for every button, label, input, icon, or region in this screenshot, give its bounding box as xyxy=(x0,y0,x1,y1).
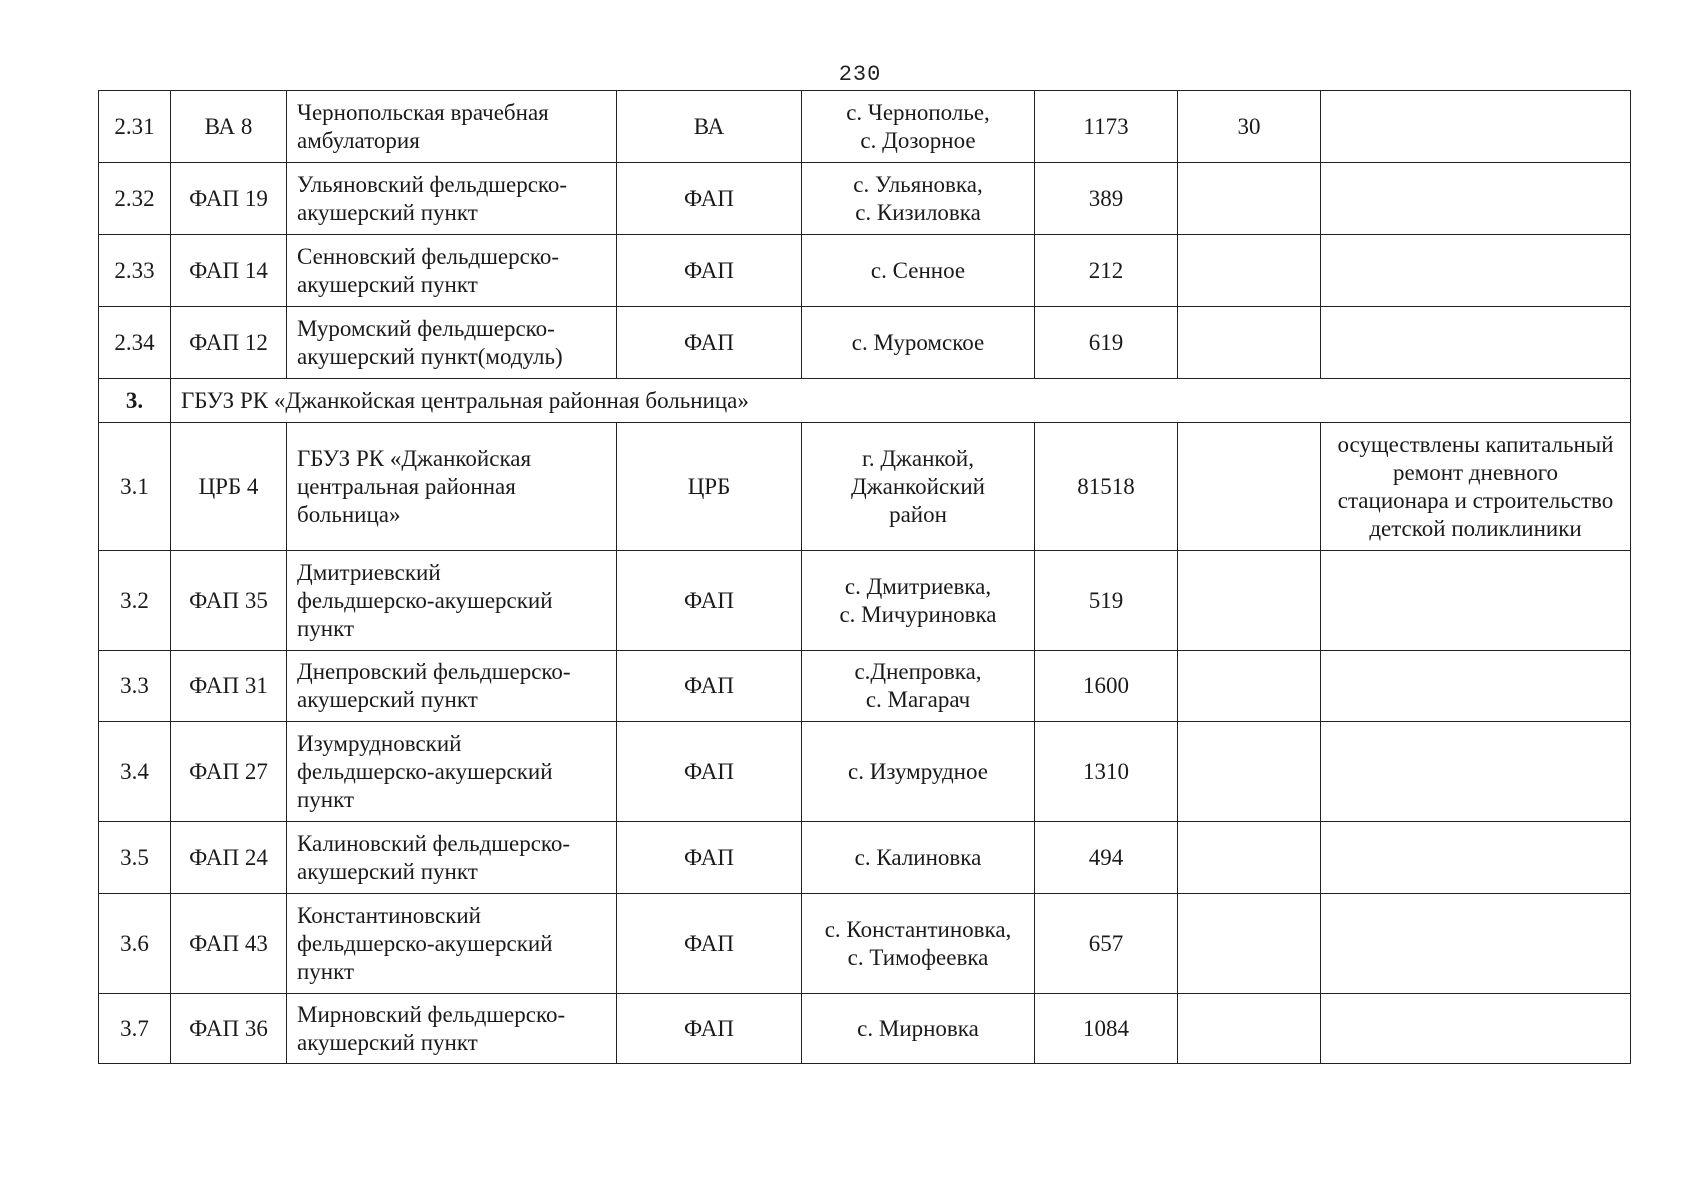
population: 81518 xyxy=(1035,423,1178,551)
population: 1084 xyxy=(1035,994,1178,1064)
population: 212 xyxy=(1035,235,1178,307)
facility-type: ЦРБ xyxy=(617,423,802,551)
facility-type: ФАП xyxy=(617,551,802,651)
note xyxy=(1321,994,1631,1064)
note xyxy=(1321,822,1631,894)
beds xyxy=(1178,235,1321,307)
facility-code: ЦРБ 4 xyxy=(171,423,287,551)
table-row xyxy=(99,994,1631,1064)
facility-code: ФАП 35 xyxy=(171,551,287,651)
facility-name: Изумрудновский фельдшерско-акушерский пункт xyxy=(287,722,617,822)
facility-name: Константиновский фельдшерско-акушерский пункт xyxy=(287,894,617,994)
note xyxy=(1321,651,1631,722)
facility-location: с. Сенное xyxy=(802,235,1035,307)
facility-name: Калиновский фельдшерско- акушерский пункт xyxy=(287,822,617,894)
beds xyxy=(1178,722,1321,822)
facility-code: ФАП 19 xyxy=(171,163,287,235)
facility-type: ФАП xyxy=(617,822,802,894)
facility-location: с. Муромское xyxy=(802,307,1035,379)
facility-type: ФАП xyxy=(617,307,802,379)
facility-location: с. Калиновка xyxy=(802,822,1035,894)
facility-name: Мирновский фельдшерско- акушерский пункт xyxy=(287,994,617,1064)
facility-name: Дмитриевский фельдшерско-акушерский пункт xyxy=(287,551,617,651)
row-number: 3.6 xyxy=(99,894,171,994)
population: 494 xyxy=(1035,822,1178,894)
row-number: 3.3 xyxy=(99,651,171,722)
row-number: 2.31 xyxy=(99,91,171,163)
facility-location: с. Чернополье, с. Дозорное xyxy=(802,91,1035,163)
facility-name: Муромский фельдшерско- акушерский пункт(модуль) xyxy=(287,307,617,379)
facility-name: Сенновский фельдшерско- акушерский пункт xyxy=(287,235,617,307)
table-row xyxy=(99,163,1631,235)
population: 389 xyxy=(1035,163,1178,235)
facility-code: ФАП 24 xyxy=(171,822,287,894)
beds xyxy=(1178,551,1321,651)
table-row xyxy=(99,307,1631,379)
row-number: 2.32 xyxy=(99,163,171,235)
row-number: 2.33 xyxy=(99,235,171,307)
beds xyxy=(1178,163,1321,235)
table-row xyxy=(99,91,1631,163)
facility-type: ФАП xyxy=(617,722,802,822)
note xyxy=(1321,235,1631,307)
row-number: 2.34 xyxy=(99,307,171,379)
population: 1173 xyxy=(1035,91,1178,163)
beds xyxy=(1178,822,1321,894)
facility-code: ВА 8 xyxy=(171,91,287,163)
note xyxy=(1321,722,1631,822)
facility-type: ФАП xyxy=(617,235,802,307)
facility-name: ГБУЗ РК «Джанкойская центральная районная больница» xyxy=(287,423,617,551)
population: 1310 xyxy=(1035,722,1178,822)
row-number: 3.4 xyxy=(99,722,171,822)
facility-location: с. Мирновка xyxy=(802,994,1035,1064)
facility-location: с. Изумрудное xyxy=(802,722,1035,822)
note: осуществлены капитальный ремонт дневного стационара и строительство детской поликлиники xyxy=(1321,423,1631,551)
facility-location: с. Ульяновка, с. Кизиловка xyxy=(802,163,1035,235)
beds xyxy=(1178,307,1321,379)
facility-code: ФАП 43 xyxy=(171,894,287,994)
table-row xyxy=(99,423,1631,551)
page-number: 230 xyxy=(838,62,882,87)
row-number: 3.1 xyxy=(99,423,171,551)
beds xyxy=(1178,651,1321,722)
facility-table xyxy=(98,90,1631,1064)
section-title: ГБУЗ РК «Джанкойская центральная районная больница» xyxy=(171,379,1631,423)
facility-location: с. Константиновка, с. Тимофеевка xyxy=(802,894,1035,994)
facility-code: ФАП 27 xyxy=(171,722,287,822)
facility-location: с.Днепровка, с. Магарач xyxy=(802,651,1035,722)
facility-location: г. Джанкой, Джанкойский район xyxy=(802,423,1035,551)
population: 519 xyxy=(1035,551,1178,651)
facility-type: ВА xyxy=(617,91,802,163)
facility-name: Ульяновский фельдшерско- акушерский пункт xyxy=(287,163,617,235)
table-row xyxy=(99,551,1631,651)
note xyxy=(1321,894,1631,994)
facility-location: с. Дмитриевка, с. Мичуриновка xyxy=(802,551,1035,651)
row-number: 3.5 xyxy=(99,822,171,894)
facility-type: ФАП xyxy=(617,994,802,1064)
facility-code: ФАП 36 xyxy=(171,994,287,1064)
table-row xyxy=(99,235,1631,307)
facility-code: ФАП 14 xyxy=(171,235,287,307)
facility-code: ФАП 31 xyxy=(171,651,287,722)
facility-code: ФАП 12 xyxy=(171,307,287,379)
facility-type: ФАП xyxy=(617,651,802,722)
note xyxy=(1321,163,1631,235)
table-row xyxy=(99,894,1631,994)
row-number: 3.7 xyxy=(99,994,171,1064)
row-number: 3.2 xyxy=(99,551,171,651)
note xyxy=(1321,551,1631,651)
beds xyxy=(1178,994,1321,1064)
table-row xyxy=(99,722,1631,822)
population: 1600 xyxy=(1035,651,1178,722)
table-row xyxy=(99,651,1631,722)
facility-type: ФАП xyxy=(617,894,802,994)
section-header-row xyxy=(99,379,1631,423)
facility-name: Днепровский фельдшерско- акушерский пункт xyxy=(287,651,617,722)
beds xyxy=(1178,423,1321,551)
section-number: 3. xyxy=(99,379,171,423)
facility-type: ФАП xyxy=(617,163,802,235)
population: 619 xyxy=(1035,307,1178,379)
population: 657 xyxy=(1035,894,1178,994)
facility-name: Чернопольская врачебная амбулатория xyxy=(287,91,617,163)
table-row xyxy=(99,822,1631,894)
note xyxy=(1321,91,1631,163)
beds xyxy=(1178,894,1321,994)
note xyxy=(1321,307,1631,379)
beds: 30 xyxy=(1178,91,1321,163)
